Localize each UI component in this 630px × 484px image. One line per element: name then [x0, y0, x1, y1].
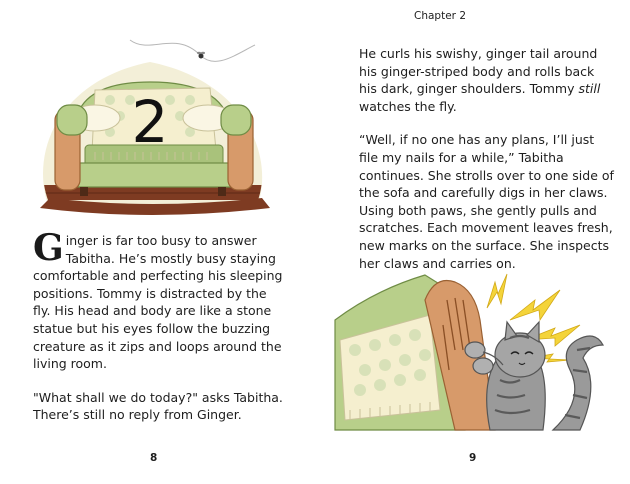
right-page-text — [359, 45, 614, 288]
paragraph: He curls his swishy, ginger tail around his ginger-striped body and rolls back his dark, ginger shoulders. Tommy still watches the fly. — [359, 46, 601, 114]
drop-cap: G — [33, 227, 64, 269]
paragraph: “Well, if no one has any plans, I’ll just file my nails for a while,” Tabitha continues. She strolls over to one side of the sofa and carefully digs in her claws. Using both paws, she gently pulls and scratches. Each movement leaves fresh, new marks on the surface. She inspects her claws and carries on. — [359, 132, 614, 271]
paragraph: Ginger is far too busy to answer Tabitha. He’s mostly busy staying comfortable and perfecting his sleeping positions. Tommy is distracted by the fly. His head and body are like a stone statue but his eyes follow the buzzing creature as it zips and loops around the living room. — [33, 227, 283, 372]
page-number: 8 — [150, 452, 158, 464]
paragraph: "What shall we do today?" asks Tabitha. There’s still no reply from Ginger. — [33, 389, 283, 423]
page-number: 9 — [469, 452, 477, 464]
cat-scratching-illustration — [315, 270, 630, 440]
right-page — [315, 0, 630, 484]
running-head: Chapter 2 — [414, 10, 466, 22]
left-page-text — [33, 227, 283, 440]
chapter-number: 2 — [131, 88, 169, 156]
sofa-illustration — [0, 0, 315, 230]
